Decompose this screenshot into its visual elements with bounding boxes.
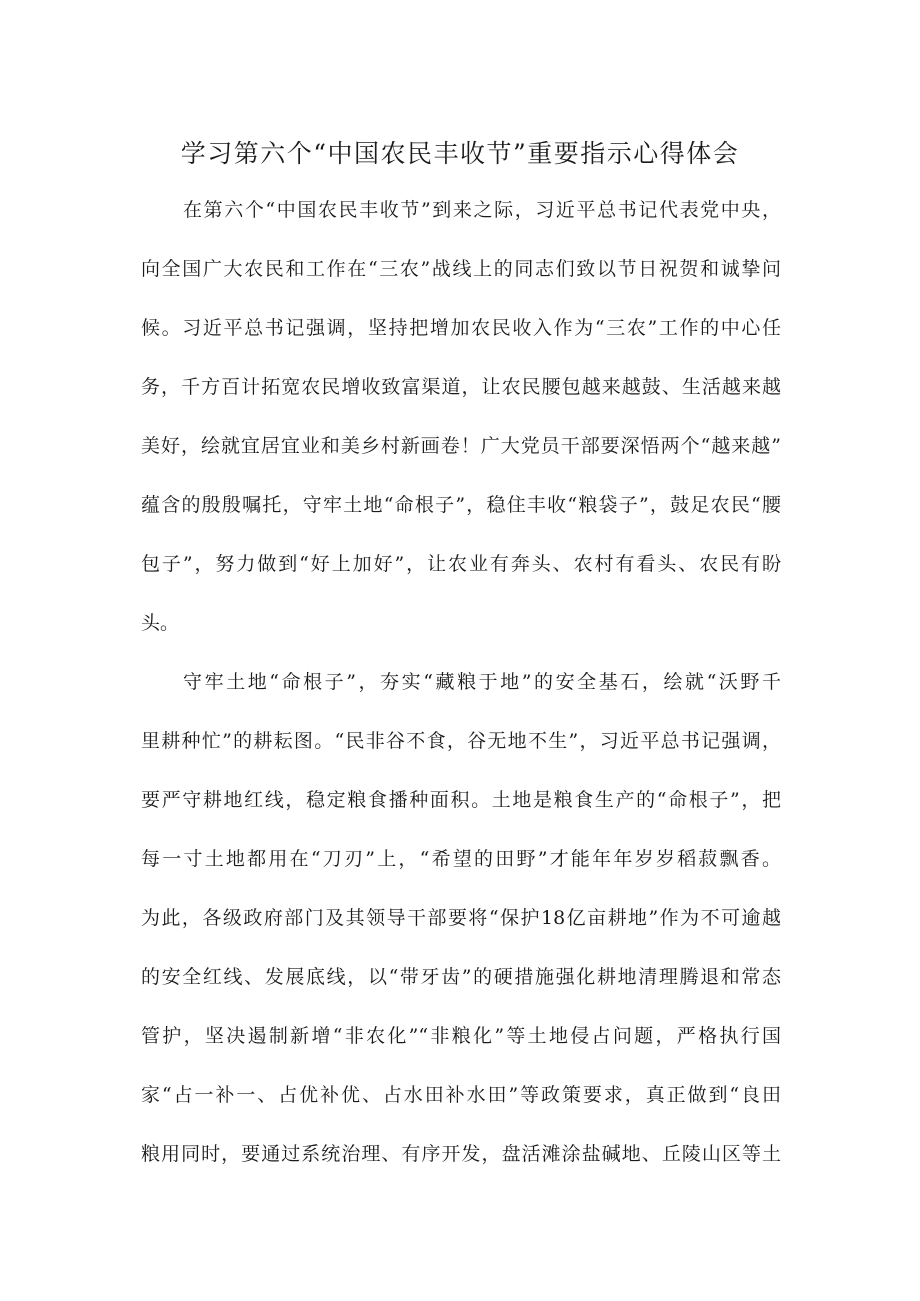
paragraph-1-line-1: 在第六个“中国农民丰收节”到来之际，习近平总书记代表党中央， <box>183 199 781 221</box>
paragraph-2-line-7: 管护，坚决遏制新增“非农化”“非粮化”等土地侵占问题，严格执行国 <box>141 1025 781 1047</box>
paragraph-1-line-5: 美好，绘就宜居宜业和美乡村新画卷！广大党员干部要深悟两个“越来越” <box>141 435 781 457</box>
paragraph-1-line-8: 头。 <box>141 612 180 634</box>
paragraph-2-line-3: 要严守耕地红线，稳定粮食播种面积。土地是粮食生产的“命根子”，把 <box>141 789 781 811</box>
paragraph-2-line-2: 里耕种忙”的耕耘图。“民非谷不食，谷无地不生”，习近平总书记强调， <box>141 730 781 752</box>
paragraph-2-line-4: 每一寸土地都用在“刀刃”上，“希望的田野”才能年年岁岁稻菽飘香。 <box>141 848 781 870</box>
paragraph-1-line-2: 向全国广大农民和工作在“三农”战线上的同志们致以节日祝贺和诚挚问 <box>141 258 781 280</box>
paragraph-2-line-8: 家“占一补一、占优补优、占水田补水田”等政策要求，真正做到“良田 <box>141 1084 781 1106</box>
paragraph-1-line-6: 蕴含的殷殷嘱托，守牢土地“命根子”，稳住丰收“粮袋子”，鼓足农民“腰 <box>141 494 781 516</box>
document-title: 学习第六个“中国农民丰收节”重要指示心得体会 <box>180 139 740 168</box>
paragraph-2-line-9: 粮用同时，要通过系统治理、有序开发，盘活滩涂盐碱地、丘陵山区等土 <box>141 1143 781 1165</box>
paragraph-2-line-5: 为此，各级政府部门及其领导干部要将“保护18亿亩耕地”作为不可逾越 <box>141 907 781 929</box>
paragraph-2-line-6: 的安全红线、发展底线，以“带牙齿”的硬措施强化耕地清理腾退和常态 <box>141 966 781 988</box>
paragraph-1-line-3: 候。习近平总书记强调，坚持把增加农民收入作为“三农”工作的中心任 <box>141 317 781 339</box>
paragraph-1-line-7: 包子”，努力做到“好上加好”，让农业有奔头、农村有看头、农民有盼 <box>141 553 781 575</box>
paragraph-1-line-4: 务，千方百计拓宽农民增收致富渠道，让农民腰包越来越鼓、生活越来越 <box>141 376 781 398</box>
paragraph-2-line-1: 守牢土地“命根子”，夯实“藏粮于地”的安全基石，绘就“沃野千 <box>183 671 781 693</box>
